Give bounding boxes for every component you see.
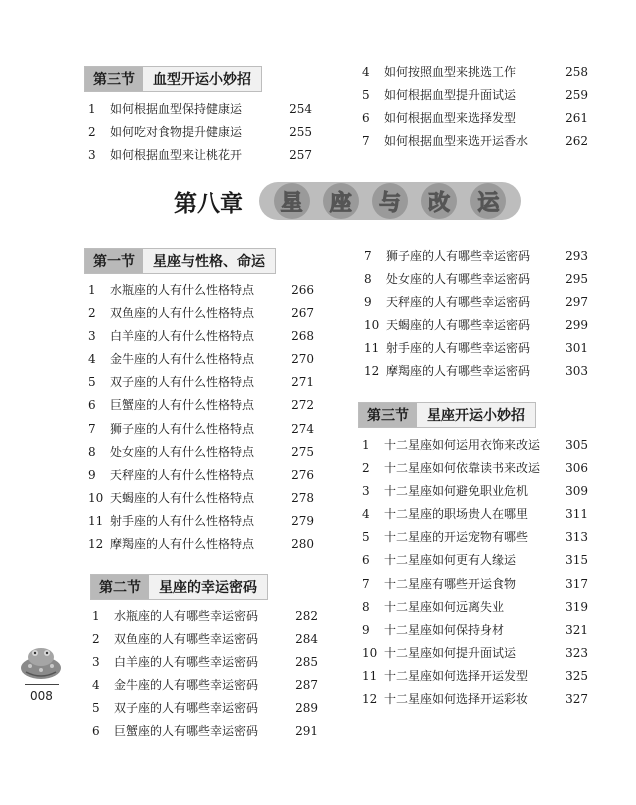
entry-number: 12 [88,537,104,552]
entry-page: 271 [291,375,314,390]
entry-number: 5 [92,701,100,716]
entry-title: 如何根据血型提升面试运 [384,88,517,103]
toc-entry[interactable] [88,510,314,533]
entry-title: 摩羯座的人有什么性格特点 [110,537,255,552]
entry-page: 287 [295,678,318,693]
section-title: 星座与性格、命运 [153,254,265,270]
entry-title: 天秤座的人有什么性格特点 [110,467,255,482]
entry-page: 305 [565,438,588,452]
entry-number: 9 [362,622,370,637]
toc-list-star-lucky-codes-cont [364,245,588,384]
toc-entry[interactable] [88,394,314,417]
entry-number: 7 [362,134,370,149]
entry-number: 9 [364,295,372,310]
entry-page: 299 [565,318,588,333]
toc-entry[interactable] [88,98,312,121]
entry-page: 262 [565,134,588,149]
entry-number: 2 [88,306,96,321]
entry-number: 9 [88,467,96,482]
toc-entry[interactable] [362,526,588,549]
entry-page: 323 [565,645,588,660]
banner-char: 座 [323,183,359,219]
toc-entry[interactable] [88,279,314,302]
entry-number: 8 [362,599,370,614]
entry-title: 双子座的人有哪些幸运密码 [114,701,259,716]
toad-ornament-icon [18,642,64,682]
section-title: 星座开运小妙招 [427,408,525,424]
toc-entry[interactable] [364,360,588,383]
entry-number: 4 [362,65,370,79]
toc-list-star-tips [362,434,588,711]
entry-title: 如何根据血型来让桃花开 [110,148,243,163]
section-header-star-tips [358,402,536,428]
entry-number: 2 [88,125,96,140]
entry-number: 3 [92,655,100,670]
toc-entry[interactable] [88,121,312,144]
toc-entry[interactable] [92,628,318,651]
toc-entry[interactable] [92,605,318,628]
chapter-banner [259,182,521,220]
section-number: 第二节 [91,575,149,599]
entry-title: 双鱼座的人有什么性格特点 [110,306,255,321]
toc-entry[interactable] [364,337,588,360]
entry-page: 259 [565,88,588,103]
entry-title: 十二星座如何提升面试运 [384,645,517,660]
entry-number: 6 [362,553,370,568]
toc-entry[interactable] [92,697,318,720]
entry-page: 255 [289,125,312,140]
entry-number: 2 [362,461,370,476]
entry-title: 十二星座如何更有人缘运 [384,553,517,568]
toc-entry[interactable] [92,651,318,674]
toc-entry[interactable] [362,642,588,665]
entry-title: 水瓶座的人有哪些幸运密码 [114,609,259,623]
entry-page: 289 [295,701,318,716]
entry-number: 7 [88,421,96,436]
entry-title: 处女座的人有什么性格特点 [110,444,255,459]
entry-page: 276 [291,467,314,482]
toc-entry[interactable] [364,291,588,314]
entry-page: 293 [565,249,588,263]
entry-number: 6 [88,398,96,413]
entry-page: 261 [565,111,588,126]
entry-title: 射手座的人有哪些幸运密码 [386,341,531,356]
toc-entry[interactable] [88,302,314,325]
chapter-heading [174,181,521,221]
toc-entry[interactable] [88,487,314,510]
entry-title: 如何根据血型来选择发型 [384,111,517,126]
entry-number: 6 [92,724,100,739]
toc-entry[interactable] [362,457,588,480]
toc-list-star-lucky-codes [92,605,318,744]
entry-page: 267 [291,306,314,321]
entry-number: 1 [88,283,96,297]
toc-entry[interactable] [364,245,588,268]
entry-title: 十二星座的职场贵人在哪里 [384,507,529,522]
entry-title: 十二星座如何运用衣饰来改运 [384,438,541,452]
entry-page: 319 [565,599,588,614]
toc-entry[interactable] [88,325,314,348]
entry-title: 天蝎座的人有哪些幸运密码 [386,318,531,333]
section-number: 第一节 [85,249,143,273]
toc-entry[interactable] [362,107,588,130]
entry-number: 12 [362,692,378,707]
entry-page: 309 [565,484,588,499]
entry-number: 5 [362,530,370,545]
entry-number: 1 [92,609,100,623]
entry-title: 十二星座如何远离失业 [384,599,505,614]
entry-number: 2 [92,632,100,647]
entry-title: 金牛座的人有哪些幸运密码 [114,678,259,693]
section-header-blood-tips [84,66,262,92]
entry-page: 285 [295,655,318,670]
entry-title: 十二星座如何选择开运发型 [384,668,529,683]
entry-title: 狮子座的人有什么性格特点 [110,421,255,436]
entry-page: 303 [565,364,588,379]
entry-number: 7 [362,576,370,591]
entry-page: 278 [291,490,314,505]
entry-number: 3 [88,148,96,163]
entry-title: 十二星座如何保持身材 [384,622,505,637]
entry-page: 321 [565,622,588,637]
section-header-star-personality [84,248,276,274]
entry-title: 十二星座如何避免职业危机 [384,484,529,499]
page-number: 008 [30,689,53,703]
toc-entry[interactable] [364,314,588,337]
entry-page: 272 [291,398,314,413]
toc-entry[interactable] [362,434,588,457]
entry-page: 282 [295,609,318,623]
toc-entry[interactable] [88,348,314,371]
entry-title: 十二星座如何选择开运彩妆 [384,692,529,707]
entry-title: 处女座的人有哪些幸运密码 [386,272,531,287]
entry-number: 8 [88,444,96,459]
entry-number: 6 [362,111,370,126]
chapter-label: 第八章 [174,190,243,217]
entry-number: 4 [362,507,370,522]
toc-entry[interactable] [92,720,318,743]
entry-title: 如何吃对食物提升健康运 [110,125,243,140]
entry-number: 11 [362,668,378,683]
section-number: 第三节 [85,67,143,91]
entry-page: 257 [289,148,312,163]
entry-page: 315 [565,553,588,568]
entry-title: 巨蟹座的人有哪些幸运密码 [114,724,259,739]
entry-page: 279 [291,513,314,528]
entry-page: 317 [565,576,588,591]
entry-page: 258 [565,65,588,79]
entry-title: 狮子座的人有哪些幸运密码 [386,249,531,263]
section-number: 第三节 [359,403,417,427]
toc-entry[interactable] [362,61,588,84]
toc-entry[interactable] [362,84,588,107]
entry-number: 4 [88,352,96,367]
toc-entry[interactable] [362,480,588,503]
entry-number: 5 [88,375,96,390]
entry-number: 10 [88,490,104,505]
entry-page: 306 [565,461,588,476]
toc-entry[interactable] [362,549,588,572]
entry-title: 双鱼座的人有哪些幸运密码 [114,632,259,647]
entry-title: 十二星座有哪些开运食物 [384,576,517,591]
toc-entry[interactable] [362,130,588,153]
toc-entry[interactable] [362,573,588,596]
toc-list-blood-tips [88,98,312,167]
entry-number: 11 [364,341,380,356]
section-title: 血型开运小妙招 [153,72,251,88]
toc-entry[interactable] [362,619,588,642]
entry-number: 11 [88,513,104,528]
entry-page: 325 [565,668,588,683]
entry-page: 327 [565,692,588,707]
section-header-star-lucky-codes [90,574,268,600]
entry-title: 巨蟹座的人有什么性格特点 [110,398,255,413]
entry-title: 水瓶座的人有什么性格特点 [110,283,255,297]
entry-page: 254 [289,102,312,116]
entry-page: 297 [565,295,588,310]
entry-page: 311 [565,507,588,522]
toc-entry[interactable] [92,674,318,697]
entry-title: 白羊座的人有哪些幸运密码 [114,655,259,670]
entry-page: 284 [295,632,318,647]
entry-number: 7 [364,249,372,263]
banner-char: 与 [372,183,408,219]
entry-number: 3 [362,484,370,499]
entry-page: 280 [291,537,314,552]
entry-title: 如何根据血型来选开运香水 [384,134,529,149]
entry-number: 10 [364,318,380,333]
banner-char: 改 [421,183,457,219]
entry-page: 313 [565,530,588,545]
toc-entry[interactable] [88,144,312,167]
toc-entry[interactable] [364,268,588,291]
entry-title: 如何按照血型来挑选工作 [384,65,517,79]
toc-list-blood-tips-cont [362,61,588,153]
entry-title: 摩羯座的人有哪些幸运密码 [386,364,531,379]
section-title: 星座的幸运密码 [159,580,257,596]
toc-entry[interactable] [362,596,588,619]
toc-entry[interactable] [88,533,314,556]
banner-char: 星 [274,183,310,219]
entry-title: 十二星座如何依靠读书来改运 [384,461,541,476]
toc-entry[interactable] [362,688,588,711]
entry-title: 天秤座的人有哪些幸运密码 [386,295,531,310]
entry-number: 10 [362,645,378,660]
entry-number: 5 [362,88,370,103]
entry-page: 291 [295,724,318,739]
entry-page: 301 [565,341,588,356]
entry-number: 1 [88,102,96,116]
toc-entry[interactable] [88,464,314,487]
entry-number: 12 [364,364,380,379]
entry-title: 天蝎座的人有什么性格特点 [110,490,255,505]
entry-number: 4 [92,678,100,693]
toc-entry[interactable] [88,441,314,464]
entry-page: 266 [291,283,314,297]
entry-title: 金牛座的人有什么性格特点 [110,352,255,367]
entry-title: 双子座的人有什么性格特点 [110,375,255,390]
entry-title: 如何根据血型保持健康运 [110,102,243,116]
entry-title: 射手座的人有什么性格特点 [110,513,255,528]
banner-char: 运 [470,183,506,219]
entry-page: 295 [565,272,588,287]
entry-page: 270 [291,352,314,367]
toc-entry[interactable] [362,503,588,526]
entry-page: 275 [291,444,314,459]
entry-page: 274 [291,421,314,436]
page-number-rule [25,684,59,685]
toc-entry[interactable] [88,371,314,394]
entry-page: 268 [291,329,314,344]
entry-title: 白羊座的人有什么性格特点 [110,329,255,344]
toc-list-star-personality [88,279,314,556]
entry-number: 3 [88,329,96,344]
entry-number: 8 [364,272,372,287]
toc-entry[interactable] [88,418,314,441]
toc-entry[interactable] [362,665,588,688]
entry-number: 1 [362,438,370,452]
entry-title: 十二星座的开运宠物有哪些 [384,530,529,545]
